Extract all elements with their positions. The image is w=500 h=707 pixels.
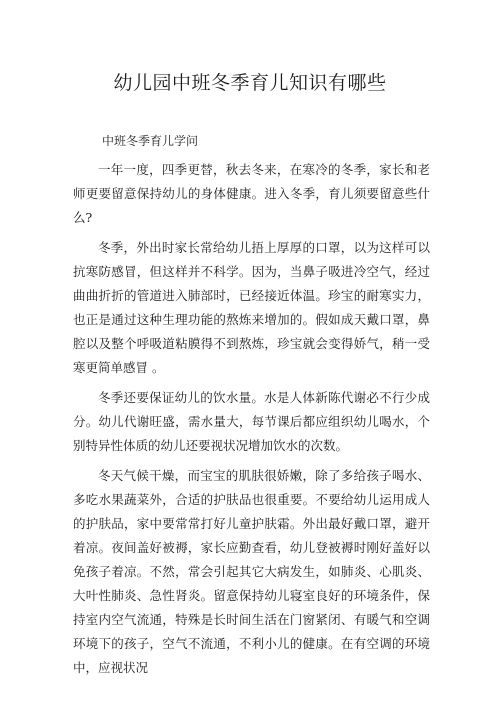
paragraph-2: 冬季，外出时家长常给幼儿捂上厚厚的口罩，以为这样可以抗寒防感冒，但这样并不科学。因为，当鼻子吸进冷空气，经过曲曲折折的管道进入肺部时，已经接近体温。珍宝的耐寒实力，也正是通过这种生理功能的熬炼来增加的。假如成天戴口罩，鼻腔以及整个呼吸道粘膜得不到熬炼，珍宝就会变得娇气，稍一受寒更简单感冒 。 xyxy=(73,240,430,375)
paragraph-1: 一年一度，四季更替，秋去冬来，在寒冷的冬季，家长和老师更要留意保持幼儿的身体健康。进入冬季，育儿须要留意些什么? xyxy=(73,162,430,225)
section-heading: 中班冬季育儿学问 xyxy=(102,134,199,148)
paragraph-3: 冬季还要保证幼儿的饮水量。水是人体新陈代谢必不行少成分。幼儿代谢旺盛，需水量大，每节课后都应组织幼儿喝水，个别特异性体质的幼儿还要视状况增加饮水的次数。 xyxy=(73,390,430,453)
paragraph-4: 冬天气候干燥，而宝宝的肌肤很娇嫩，除了多给孩子喝水、多吃水果蔬菜外，合适的护肤品也很重要。不要给幼儿运用成人的护肤品，家中要常常打好儿童护肤霜。外出最好戴口罩，避开着凉。夜间盖好被褥，家长应勤查看，幼儿登被褥时刚好盖好以免孩子着凉。不然，常会引起其它大病发生，如肺炎、心肌炎、大叶性肺炎、急性肾炎。留意保持幼儿寝室良好的环境条件，保持室内空气流通，特殊是长时间生活在门窗紧闭、有暖气和空调环境下的孩子，空气不流通，不利小儿的健康。在有空调的环境中，应视状况 xyxy=(73,468,430,675)
document-title: 幼儿园中班冬季育儿知识有哪些 xyxy=(113,72,387,94)
